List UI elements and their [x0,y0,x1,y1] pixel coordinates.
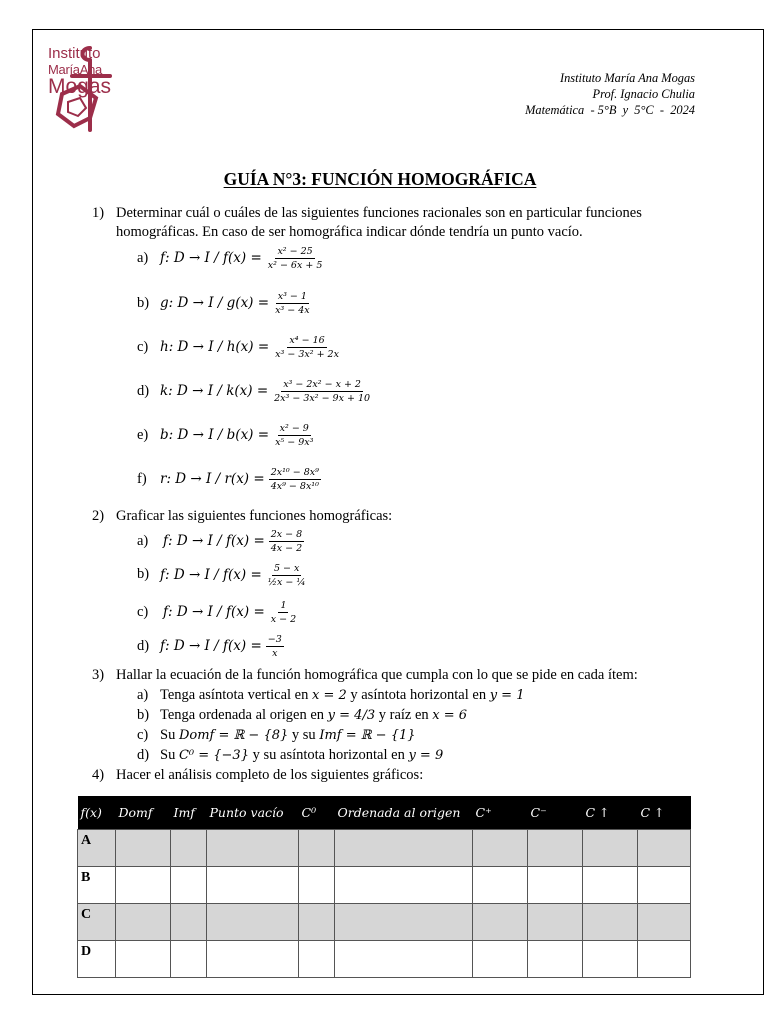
ex2-item-a-function [163,525,304,557]
fraction-numerator: x⁴ − 16 [289,334,325,346]
item-math: x = 2 [311,688,347,703]
fraction-denominator: 4x⁹ − 8x¹⁰ [270,480,319,492]
fraction [272,379,372,404]
column-header: Punto vacío [207,796,299,830]
table-cell[interactable] [583,830,638,867]
table-cell[interactable] [299,904,335,941]
ex2-item-label: b) [137,566,150,582]
column-header: Imf [171,796,207,830]
fraction-numerator: 2x¹⁰ − 8x⁹ [270,466,319,478]
table-cell[interactable] [473,867,528,904]
function-prefix: f: D → I / f(x) = [160,567,262,583]
fraction-denominator: x³ − 3x² + 2x [275,348,339,360]
column-header: C ↑ [638,796,691,830]
table-cell[interactable] [207,904,299,941]
item-text: y asíntota horizontal en [346,687,490,703]
ex1-item-label: e) [137,427,149,443]
table-cell[interactable] [638,830,691,867]
fraction-numerator: x³ − 1 [277,290,307,302]
function-prefix: h: D → I / h(x) = [160,339,270,355]
fraction-numerator: 1 [280,599,287,611]
table-cell[interactable] [528,867,583,904]
table-cell[interactable] [583,867,638,904]
ex4-text: Hacer el análisis completo de los siguientes gráficos: [116,767,424,783]
function-prefix: f: D → I / f(x) = [163,604,265,620]
ex1-item-c-function [160,331,341,363]
table-cell[interactable] [638,941,691,978]
item-math: y = 1 [489,688,525,703]
table-cell[interactable] [116,904,171,941]
column-header: C⁻ [528,796,583,830]
function-prefix: g: D → I / g(x) = [160,295,270,311]
ex3-number: 3) [92,667,105,683]
table-cell[interactable] [171,904,207,941]
table-row [78,904,691,941]
fraction [266,563,308,588]
column-header: Domf [116,796,171,830]
table-cell[interactable] [583,904,638,941]
ex3-item-c [160,726,416,745]
table-cell[interactable] [528,904,583,941]
table-cell[interactable] [473,830,528,867]
institution-name: Instituto María Ana Mogas [559,71,695,85]
ex2-item-label: a) [137,533,149,549]
fraction-denominator: 4x − 2 [270,542,303,554]
item-text: y raíz en [375,707,433,723]
table-cell[interactable] [116,867,171,904]
ex1-item-f-function [160,463,321,495]
table-cell[interactable] [116,941,171,978]
fraction-numerator: x³ − 2x² − x + 2 [283,378,361,390]
fraction-denominator: x² − 6x + 5 [267,259,323,271]
ex2-item-c-function [163,596,298,628]
fraction-numerator: −3 [267,633,282,645]
column-header: C⁰ [299,796,335,830]
ex3-item-d [160,746,443,765]
fraction-denominator: ½x − ¼ [267,576,306,588]
fraction-numerator: x² − 25 [277,245,313,257]
item-math: y = 4/3 [327,708,376,723]
analysis-table [77,796,691,978]
table-cell[interactable] [638,904,691,941]
function-prefix: k: D → I / k(x) = [160,383,269,399]
header-info [525,70,695,118]
function-prefix: r: D → I / r(x) = [160,471,265,487]
ex2-item-b-function [160,558,308,592]
table-cell[interactable] [335,941,473,978]
row-label: C [78,904,116,941]
row-label: D [78,941,116,978]
ex2-item-label: c) [137,604,149,620]
table-cell[interactable] [116,830,171,867]
ex3-item-label: a) [137,687,149,703]
ex2-text: Graficar las siguientes funciones homográficas: [116,508,393,524]
item-text: Su [160,747,179,763]
ex3-item-b [160,706,467,725]
fraction [273,335,341,360]
item-math: Imf = ℝ − {1} [319,728,416,743]
ex1-number: 1) [92,205,105,221]
item-math: y = 9 [408,748,444,763]
fraction [269,467,321,492]
ex1-text-line2: homográficas. En caso de ser homográfica indicar dónde tendría un punto vacío. [116,224,583,240]
fraction-denominator: x⁵ − 9x³ [275,436,314,448]
table-cell[interactable] [207,830,299,867]
column-header: C⁺ [473,796,528,830]
table-cell[interactable] [207,867,299,904]
function-prefix: f: D → I / f(x) = [160,250,262,266]
table-header-row [78,796,691,830]
table-cell[interactable] [207,941,299,978]
ex1-item-label: b) [137,295,150,311]
ex1-item-e-function [160,419,315,451]
table-cell[interactable] [583,941,638,978]
ex1-item-label: d) [137,383,150,399]
ex1-item-label: c) [137,339,149,355]
fraction-denominator: x³ − 4x [275,304,310,316]
table-cell[interactable] [171,867,207,904]
table-cell[interactable] [171,941,207,978]
page-title: GUÍA N°3: FUNCIÓN HOMOGRÁFICA [223,169,537,189]
ex3-item-label: b) [137,707,150,723]
table-cell[interactable] [299,830,335,867]
table-cell[interactable] [335,904,473,941]
logo-text-line3: Mogas [48,75,112,98]
ex3-text: Hallar la ecuación de la función homográfica que cumpla con lo que se pide en cada ítem: [116,667,638,683]
table-cell[interactable] [335,830,473,867]
item-text: Tenga asíntota vertical en [160,687,312,703]
ex1-item-label: a) [137,250,149,266]
item-text: y su [288,727,320,743]
fraction-denominator: 2x³ − 3x² − 9x + 10 [274,392,371,404]
table-cell[interactable] [299,941,335,978]
fraction [269,600,298,625]
ex4-number: 4) [92,767,105,783]
item-text: y su asíntota horizontal en [248,747,409,763]
ex3-item-a [160,686,524,705]
item-math: Domf = ℝ − {8} [178,728,289,743]
fraction [269,529,304,554]
fraction-denominator: x − 2 [270,613,297,625]
column-header: Ordenada al origen [335,796,473,830]
ex2-number: 2) [92,508,105,524]
row-label: B [78,867,116,904]
row-label: A [78,830,116,867]
item-math: x = 6 [432,708,468,723]
table-cell[interactable] [473,941,528,978]
table-cell[interactable] [299,867,335,904]
item-text: Su [160,727,179,743]
ex1-item-d-function [160,375,372,407]
ex3-item-label: c) [137,727,149,743]
fraction [266,246,325,271]
ex1-item-b-function [160,287,312,319]
logo-text-line2: MaríaAna [48,62,102,77]
ex1-item-label: f) [137,471,147,487]
fraction [273,291,312,316]
fraction [266,634,284,659]
table-row [78,941,691,978]
logo-text-line1: Instituto [48,45,101,62]
ex1-text-line1: Determinar cuál o cuáles de las siguientes funciones racionales son en particular funciones [116,205,642,221]
course-info: Matemática - 5°B y 5°C - 2024 [525,103,695,117]
table-row [78,867,691,904]
table-cell[interactable] [473,904,528,941]
function-prefix: f: D → I / f(x) = [163,533,265,549]
column-header: C ↑ [583,796,638,830]
ex2-item-d-function [160,630,284,662]
item-math: C⁰ = {−3} [178,748,249,763]
table-cell[interactable] [638,867,691,904]
item-text: Tenga ordenada al origen en [160,707,328,723]
fraction-numerator: x² − 9 [279,422,309,434]
function-prefix: f: D → I / f(x) = [160,638,262,654]
table-cell[interactable] [335,867,473,904]
table-row [78,830,691,867]
function-prefix: b: D → I / b(x) = [160,427,270,443]
fraction-denominator: x [272,647,278,659]
column-header: f(x) [78,796,116,830]
table-cell[interactable] [528,830,583,867]
professor-name: Prof. Ignacio Chulia [592,87,695,101]
fraction-numerator: 5 − x [273,562,300,574]
table-cell[interactable] [528,941,583,978]
fraction-numerator: 2x − 8 [270,528,303,540]
fraction [273,423,315,448]
table-cell[interactable] [171,830,207,867]
ex3-item-label: d) [137,747,150,763]
ex2-item-label: d) [137,638,150,654]
ex1-item-a-function [160,242,324,274]
